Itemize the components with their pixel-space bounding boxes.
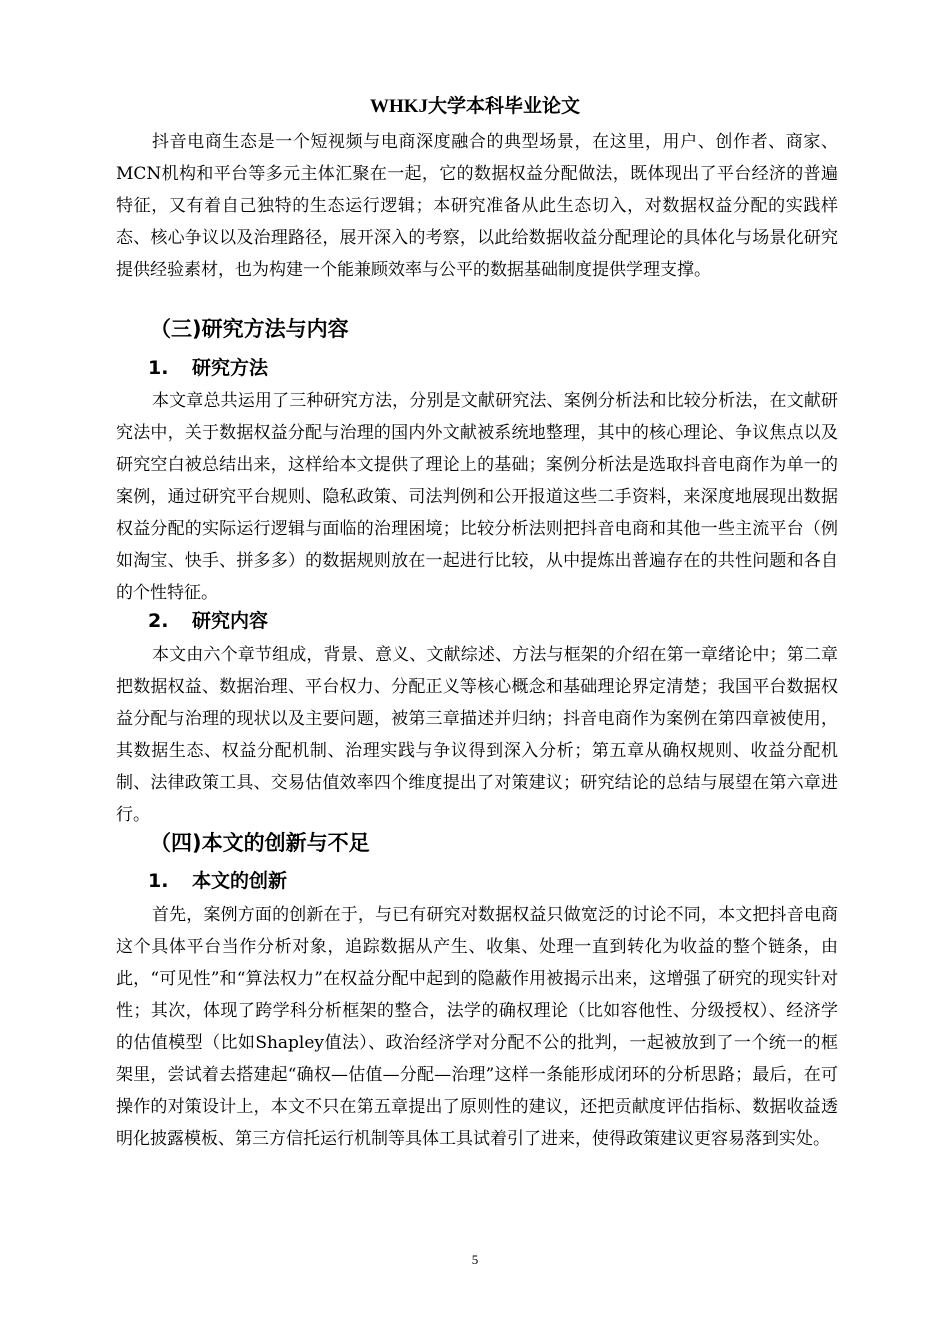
subsection-heading-innovation xyxy=(148,866,287,896)
subsection-heading-content xyxy=(148,606,268,636)
running-header: WHKJ大学本科毕业论文 xyxy=(369,96,581,117)
section-heading-methods-content: （三)研究方法与内容 xyxy=(150,317,349,341)
paragraph-innovation: 首先，案例方面的创新在于，与已有研究对数据权益只做宽泛的讨论不同，本文把抖音电商这个具体平台当作分析对象，追踪数据从产生、收集、处理一直到转化为收益的整个链条，由此，“可见性”和“算法权力”在权益分配中起到的隐蔽作用被揭示出来，这增强了研究的现实针对性；其次，体现了跨学科分析框架的整合，法学的确权理论（比如容他性、分级授权）、经济学的估值模型（比如Shapley值法）、政治经济学对分配不公的批判，一起被放到了一个统一的框架里，尝试着去搭建起“确权—估值—分配—治理”这样一条能形成闭环的分析思路；最后，在可操作的对策设计上，本文不只在第五章提出了原则性的建议，还把贡献度评估指标、数据收益透明化披露模板、第三方信托运行机制等具体工具试着引了进来，使得政策建议更容易落到实处。 xyxy=(116,905,838,1149)
subsection-title: 本文的创新 xyxy=(192,870,288,892)
paragraph-methods: 本文章总共运用了三种研究方法，分别是文献研究法、案例分析法和比较分析法，在文献研究法中，关于数据权益分配与治理的国内外文献被系统地整理，其中的核心理论、争议焦点以及研究空白被总结出来，这样给本文提供了理论上的基础；案例分析法是选取抖音电商作为单一的案例，通过研究平台规则、隐私政策、司法判例和公开报道这些二手资料，来深度地展现出数据权益分配的实际运行逻辑与面临的治理困境；比较分析法则把抖音电商和其他一些主流平台（例如淘宝、快手、拼多多）的数据规则放在一起进行比较，从中提炼出普遍存在的共性问题和各自的个性特征。 xyxy=(116,391,838,603)
subsection-number: 2. xyxy=(148,610,169,632)
paragraph-content: 本文由六个章节组成，背景、意义、文献综述、方法与框架的介绍在第一章绪论中；第二章把数据权益、数据治理、平台权力、分配正义等核心概念和基础理论界定清楚；我国平台数据权益分配与治理的现状以及主要问题，被第三章描述并归纳；抖音电商作为案例在第四章被使用，其数据生态、权益分配机制、治理实践与争议得到深入分析；第五章从确权规则、收益分配机制、法律政策工具、交易估值效率四个维度提出了对策建议；研究结论的总结与展望在第六章进行。 xyxy=(116,645,838,825)
subsection-title: 研究方法 xyxy=(192,357,269,379)
subsection-heading-methods xyxy=(148,353,268,383)
page-number: 5 xyxy=(471,1252,479,1267)
subsection-number: 1. xyxy=(148,870,169,892)
subsection-title: 研究内容 xyxy=(192,610,269,632)
subsection-number: 1. xyxy=(148,357,169,379)
paragraph-intro: 抖音电商生态是一个短视频与电商深度融合的典型场景，在这里，用户、创作者、商家、MCN机构和平台等多元主体汇聚在一起，它的数据权益分配做法，既体现出了平台经济的普遍特征，又有着自己独特的生态运行逻辑；本研究准备从此生态切入，对数据权益分配的实践样态、核心争议以及治理路径，展开深入的考察，以此给数据收益分配理论的具体化与场景化研究提供经验素材，也为构建一个能兼顾效率与公平的数据基础制度提供学理支撑。 xyxy=(116,132,838,280)
section-heading-innovation: （四)本文的创新与不足 xyxy=(150,831,370,855)
